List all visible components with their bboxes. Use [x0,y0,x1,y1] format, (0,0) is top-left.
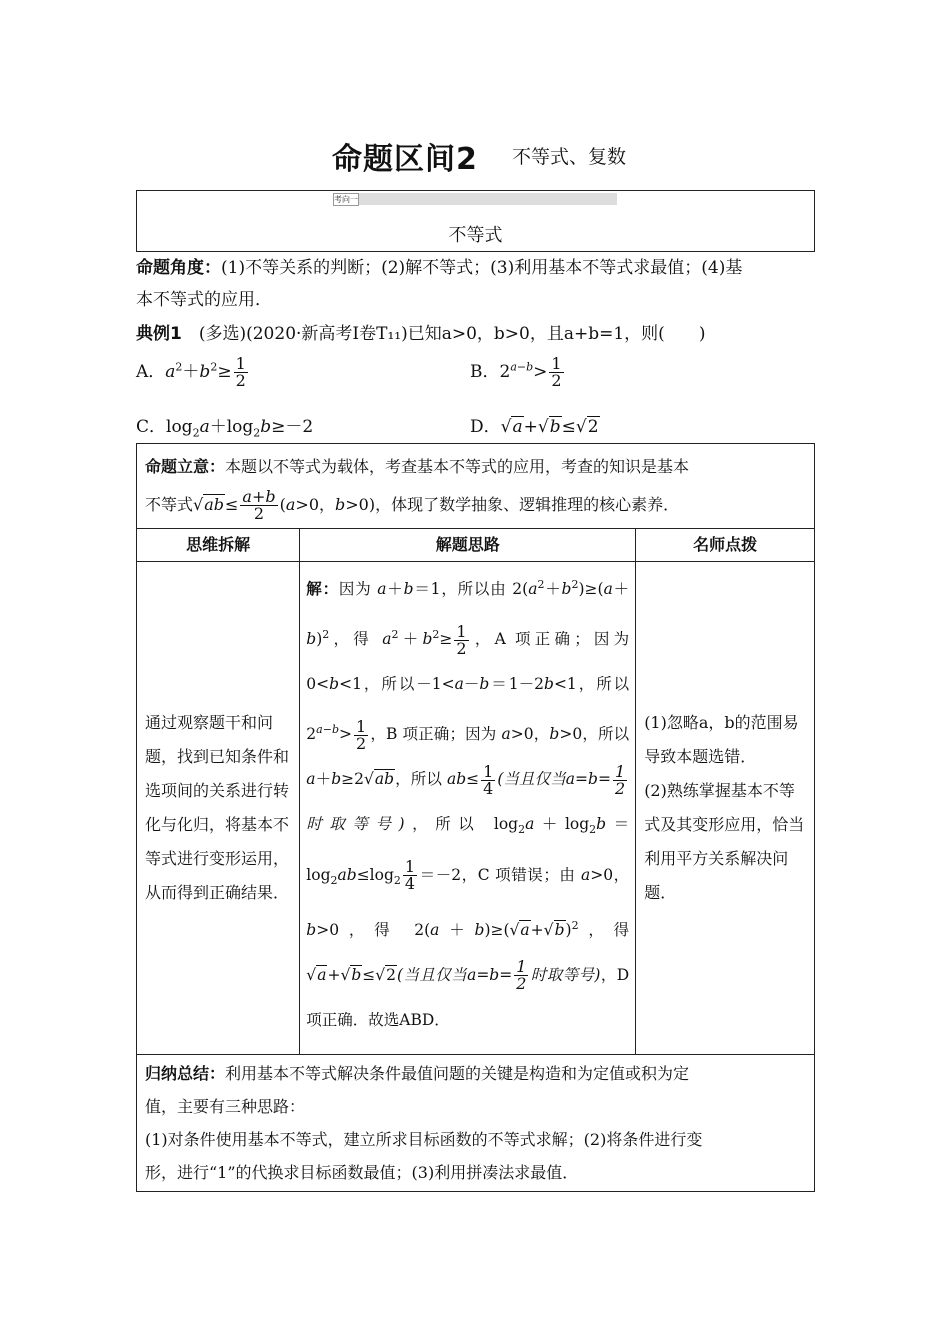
page-title: 命题区间2 [332,142,478,177]
summary-text-4: 形，进行“1”的代换求目标函数最值；(3)利用拼凑法求最值． [145,1163,579,1182]
page-subtitle: 不等式、复数 [512,146,627,168]
intent-text-1: 本题以不等式为载体，考查基本不等式的应用，考查的知识是基本 [225,457,690,476]
column-header-solution: 解题思路 [300,529,636,562]
summary-cell [137,1055,815,1192]
summary-text-1: 利用基本不等式解决条件最值问题的关键是构造和为定值或积为定 [225,1064,690,1083]
tips-cell [636,562,815,1055]
section-box [136,190,815,252]
solution-cell: 解：因为 a＋b＝1，所以由 $2(a^2+b^2)\ge(a+b)^2$，得 $a^2+b^2\ge$ $\frac{1}{2}$ ，A 项正确；因为 0<b<1，所以－1<a－b＝1－2b<1，所以 $2^{a-b}>$ $\frac{1}{2}$ ，B 项正确；因为 a>0，b>0，所以 a＋b≥2√ab，所以 ab≤ $\frac{1}{4}$ (当且仅当a=b= $\frac{1}{2}$ 时取等号)，所以 $\log_2a+\log_2b=\log_2ab\le\log_2$ $\frac{1}{4}$ ＝－2，C 项错误；由 a>0，b>0，得 $2(a+b)\ge(√a+√b)^2$，得 √a+√b≤√2(当且仅当a=b= $\frac{1}{2}$ 时取等号)，D项正确．故选ABD． [300,562,636,1055]
option-a: A．$a^2+b^2\ge$ $\frac{1}{2}$ [136,354,246,390]
angle-line-1 [136,252,816,284]
angle-text-1: (1)不等关系的判断；(2)解不等式；(3)利用基本不等式求最值；(4)基 [221,258,743,278]
example-text: (多选)(2020·新高考Ⅰ卷T₁₁)已知a>0，b>0，且a+b=1，则( ) [198,324,706,344]
intent-lead: 命题立意： [145,457,226,476]
example-lead: 典例1 [136,324,182,344]
angle-lead: 命题角度： [136,258,221,278]
tip-1: (1)忽略a，b的范围易导致本题选错． [644,713,799,766]
section-tag: 考向一 [334,195,358,204]
summary-text-3: (1)对条件使用基本不等式，建立所求目标函数的不等式求解；(2)将条件进行变 [145,1130,703,1149]
option-c: C．$\log_2a+\log_2b\ge-2$ [136,417,314,440]
column-header-thinking: 思维拆解 [137,529,300,562]
option-b: B．$2^{a-b}>$ $\frac{1}{2}$ [470,354,562,390]
summary-lead: 归纳总结： [145,1064,226,1083]
analysis-table [136,443,815,1192]
solution-note-end: 时取等号 [530,965,595,984]
example-line [136,318,816,350]
solution-lead: 解： [306,580,339,599]
tip-2: (2)熟练掌握基本不等式及其变形应用，恰当利用平方关系解决问题． [644,781,805,902]
intent-text-2: 不等式√ab≤ $\frac{a+b}{2}$ (a>0，b>0)，体现了数学抽象、逻辑推理的核心素养． [145,487,680,523]
column-header-tips: 名师点拨 [636,529,815,562]
intent-cell [137,444,815,529]
section-tag-bar [359,193,617,205]
option-d: D．√a+√b≤√2 [470,417,599,437]
angle-line-2: 本不等式的应用． [136,290,272,310]
section-label: 不等式 [448,225,503,246]
solution-end: ，D项正确．故选ABD． [306,965,630,1029]
thinking-cell: 通过观察题干和问题，找到已知条件和选项间的关系进行转化与化归，将基本不等式进行变形运用，从而得到正确结果． [137,562,300,1055]
solution-note: 当且仅当a=b= [403,965,513,984]
summary-text-2: 值，主要有三种思路： [145,1097,306,1116]
